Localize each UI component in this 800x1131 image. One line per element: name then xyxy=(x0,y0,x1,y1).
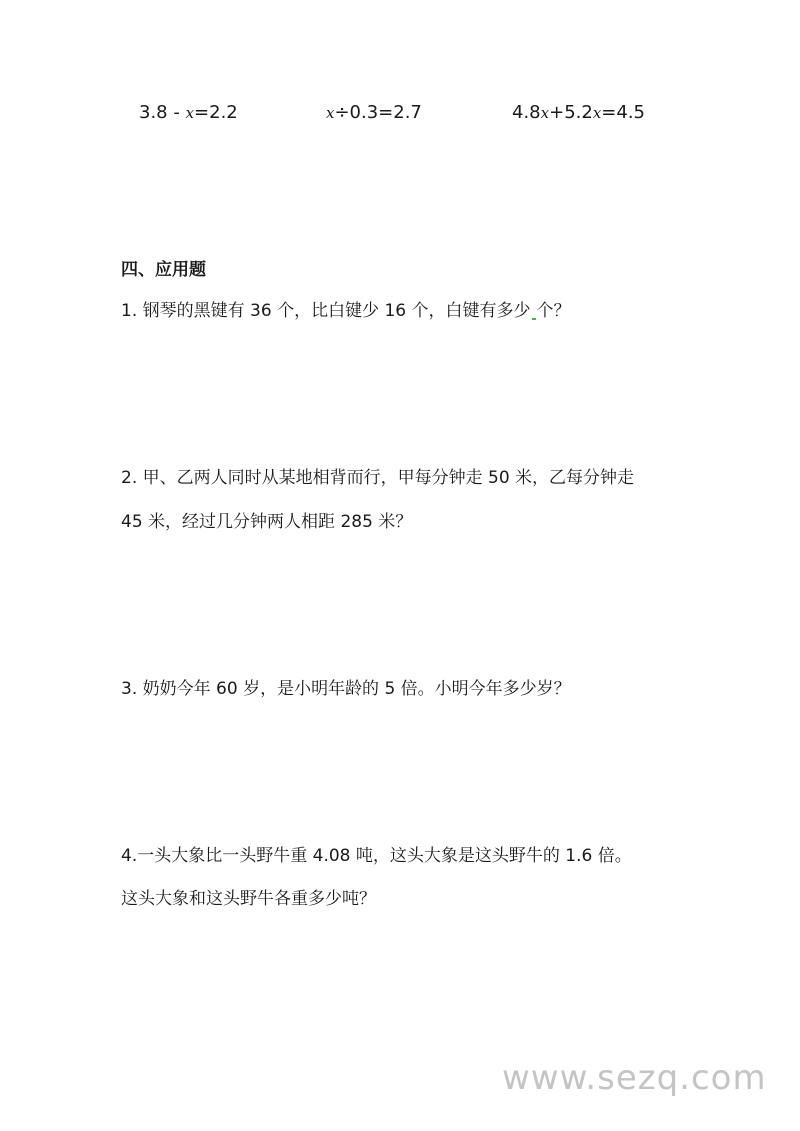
question-2-line-1: 2. 甲、乙两人同时从某地相背而行，甲每分钟走 50 米，乙每分钟走 xyxy=(121,468,635,488)
equation-2-post: ÷0.3=2.7 xyxy=(334,102,422,123)
grammar-mark-icon xyxy=(532,318,536,320)
equation-1 xyxy=(139,102,238,123)
equation-3-mid: +5.2 xyxy=(549,102,593,123)
equation-1-var: x xyxy=(185,104,195,122)
equation-3-var: x xyxy=(540,104,550,122)
question-1-text-a: 1. 钢琴的黑键有 36 个，比白键少 16 个，白键有多少 xyxy=(121,301,531,321)
equation-3-var2: x xyxy=(592,104,602,122)
equation-2 xyxy=(326,102,422,123)
equation-3 xyxy=(512,102,645,123)
question-1-text-b: 个？ xyxy=(536,301,571,321)
question-1 xyxy=(121,296,571,321)
equation-3-pre: 4.8 xyxy=(512,102,541,123)
watermark: www.sezq.com xyxy=(502,1058,767,1098)
section-title: 四、应用题 xyxy=(121,260,206,280)
question-3: 3. 奶奶今年 60 岁，是小明年龄的 5 倍。小明今年多少岁？ xyxy=(121,679,571,699)
equation-1-post: =2.2 xyxy=(194,102,238,123)
equation-3-post: =4.5 xyxy=(601,102,646,123)
question-4-line-2: 这头大象和这头野牛各重多少吨？ xyxy=(121,889,376,909)
question-2-line-2: 45 米，经过几分钟两人相距 285 米？ xyxy=(121,512,413,532)
equation-2-var: x xyxy=(326,104,335,122)
equation-1-pre: 3.8 - xyxy=(139,102,186,123)
question-4-line-1: 4.一头大象比一头野牛重 4.08 吨，这头大象是这头野牛的 1.6 倍。 xyxy=(121,846,632,866)
